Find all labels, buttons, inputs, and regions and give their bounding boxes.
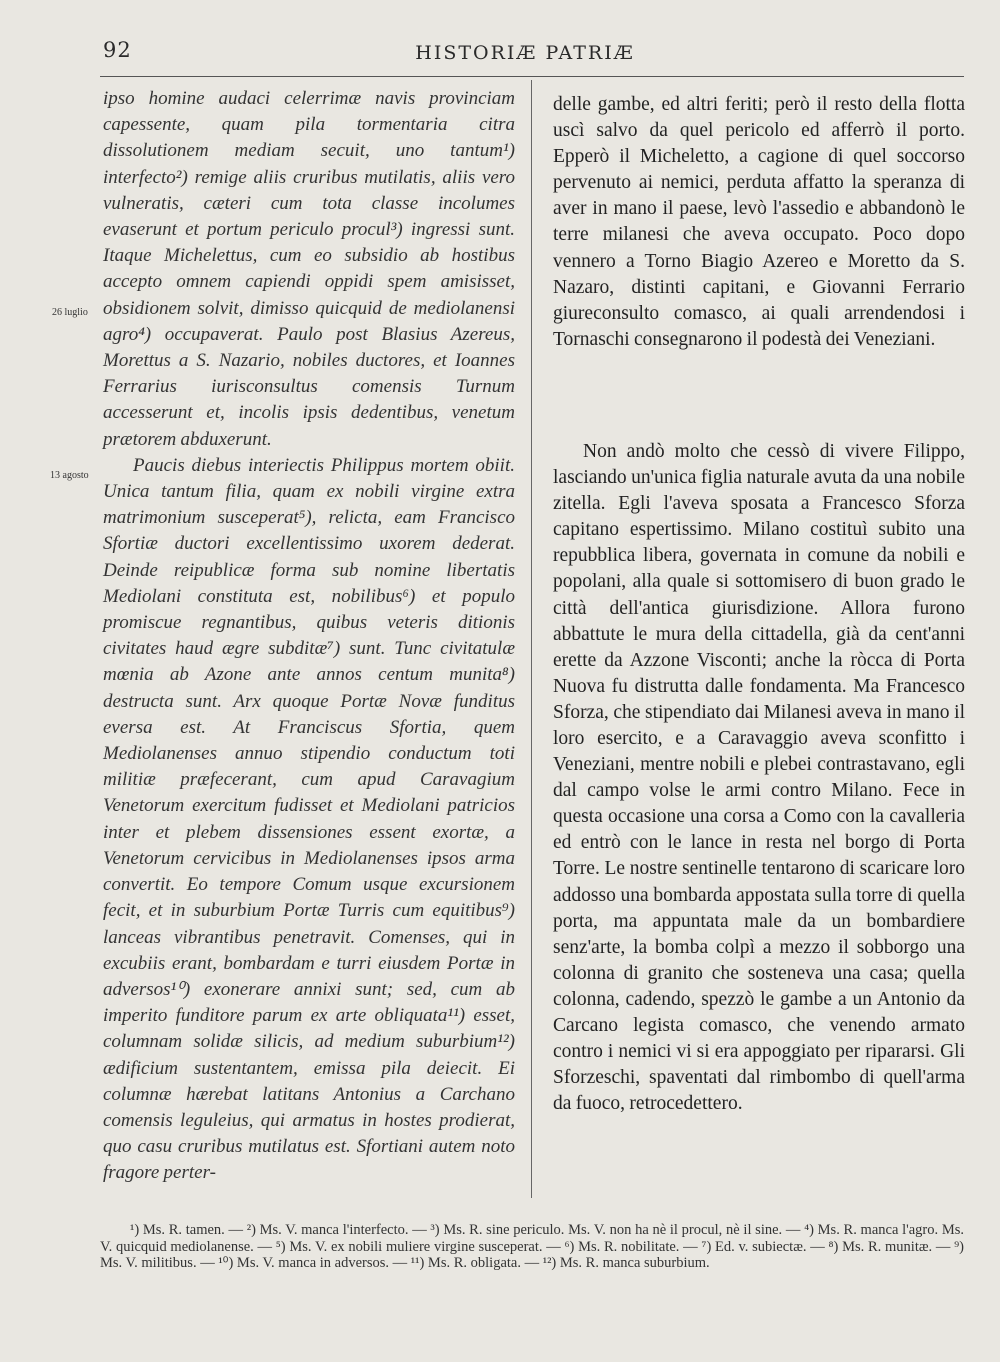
header-rule [100, 76, 964, 77]
footnotes [100, 1222, 964, 1272]
italian-column [553, 92, 965, 1117]
italian-paragraph: delle gambe, ed altri feriti; però il resto della flotta uscì salvo da quel pericolo ed afferrò il porto. Epperò il Micheletto, a cagione di quel soccorso pervenuto ai nemici, perduta affatto la speranza di aver in mano il paese, levò l'assedio e abbandonò le terre milanesi che aveva occupato. Poco dopo vennero a Torno Biagio Azereo e Moretto da S. Nazaro, distinti capitani, e Giovanni Ferrario giureconsulto comasco, ai quali arrendendosi i Tornaschi consegnarono il podestà dei Veneziani. [553, 94, 965, 350]
latin-column [103, 86, 515, 1187]
running-title: HISTORIÆ PATRIÆ [415, 42, 635, 64]
footnote-text: ¹) Ms. R. tamen. — ²) Ms. V. manca l'interfecto. — ³) Ms. R. sine periculo. Ms. V. non ha nè il procul, nè il sine. — ⁴) Ms. R. manca l'agro. Ms. V. quicquid mediolanense. — ⁵) Ms. V. ex nobili muliere virgine susceperat. — ⁶) Ms. R. nobilitate. — ⁷) Ed. v. subiectæ. — ⁸) Ms. R. munitæ. — ⁹) Ms. V. militibus. — ¹⁰) Ms. V. manca in adversos. — ¹¹) Ms. R. obligata. — ¹²) Ms. R. manca suburbium. [100, 1222, 964, 1271]
italian-paragraph: Non andò molto che cessò di vivere Filippo, lasciando un'unica figlia naturale avuta da una nobile zitella. Egli l'aveva sposata a Francesco Sforza capitano espertissimo. Milano costituì subito una repubblica libera, governata in comune da nobili e popolani, alla quale si sottomisero di buon grado le città dell'antica giurisdizione. Allora furono abbattute le mura della cittadella, già da cent'anni erette da Azzone Visconti; anche la ròcca di Porta Nuova fu distrutta dalle fondamenta. Ma Francesco Sforza, che stipendiato dai Milanesi aveva in mano il loro esercito, e a Caravaggio aveva sconfitto i Veneziani, mentre nobili e plebei contrastavano, egli dal campo volse le armi contro Milano. Fece in questa occasione una corsa a Como con la cavalleria ed entrò con le lance in resta nel borgo di Porta Torre. Le nostre sentinelle tentarono di scaricare loro addosso una bombarda appostata sulla torre di quella porta, ma appuntata male da un bombardiere senz'arte, la bomba colpì a mezzo il sobborgo una colonna di granito che sosteneva una casa; quella colonna, cadendo, spezzò le gambe a un Antonio da Carcano legista comasco, che venendo armato contro i nemici vi si era appoggiato per ripararsi. Gli Sforzeschi, spaventati dal rimbombo di quell'arma da fuoco, retrocedettero. [553, 440, 965, 1115]
margin-note-date: 26 luglio [52, 307, 88, 318]
column-divider [531, 80, 532, 1198]
latin-paragraph: Paucis diebus interiectis Philippus mortem obiit. Unica tantum filia, quam ex nobili virgine extra matrimonium susceperat⁵), relicta, eam Francisco Sfortiæ ductori excellentissimo uxorem dederat. Deinde reipublicæ forma sub nomine libertatis Mediolani constituta est, nobilibus⁶) et populo promiscue regnantibus, quibus veteris ditionis civitates haud ægre subditæ⁷) sunt. Tunc civitatulæ mœnia ab Azone ante annos centum munita⁸) destructa sunt. Arx quoque Portæ Novæ funditus eversa est. At Franciscus Sfortia, quem Mediolanenses annuo stipendio conductum toti militiæ præfecerant, cum apud Caravagium Venetorum exercitum fudisset et Mediolani patricios inter et plebem dissensiones essent exortæ, a Venetorum cervicibus in Mediolanenses ipsos arma convertit. Eo tempore Comum usque excursionem fecit, et in suburbium Portæ Turris cum equitibus⁹) lanceas vibrantibus penetravit. Comenses, qui in excubiis erant, bombardam e turri eiusdem Portæ in adversos¹⁰) exonerare annixi sunt; sed, cum ab imperito funditore parum ex arte obliquata¹¹) esset, columnam solidæ silicis, ad medium suburbium¹²) ædificium sustentantem, emissa pila deiecit. Ei columnæ hærebat latitans Antonius a Carchano comensis leguleius, qui armatus in hostes prodierat, quo casu cruribus mutilatus est. Sfortiani autem noto fragore perter- [103, 454, 515, 1184]
margin-note-date: 13 agosto [50, 470, 89, 481]
latin-paragraph: ipso homine audaci celerrimæ navis provinciam capessente, quam pila tormentaria citra dissolutionem mediam secuit, uno tantum¹) interfecto²) remige aliis cruribus mutilatis, aliis vero vulneratis, cæteri cum tota classe incolumes evaserunt et portum periculo procul³) ingressi sunt. Itaque Michelettus, cum eo subsidio ab hostibus accepto omnem capiendi oppidi spem amisisset, obsidionem solvit, dimisso quicquid de mediolanensi agro⁴) occupaverat. Paulo post Blasius Azereus, Morettus a S. Nazario, nobiles ductores, et Ioannes Ferrarius iurisconsultus comensis Turnum accesserunt et, incolis ipsis dedentibus, venetum prætorem abduxerunt. [103, 88, 515, 450]
page-number: 92 [103, 38, 132, 62]
